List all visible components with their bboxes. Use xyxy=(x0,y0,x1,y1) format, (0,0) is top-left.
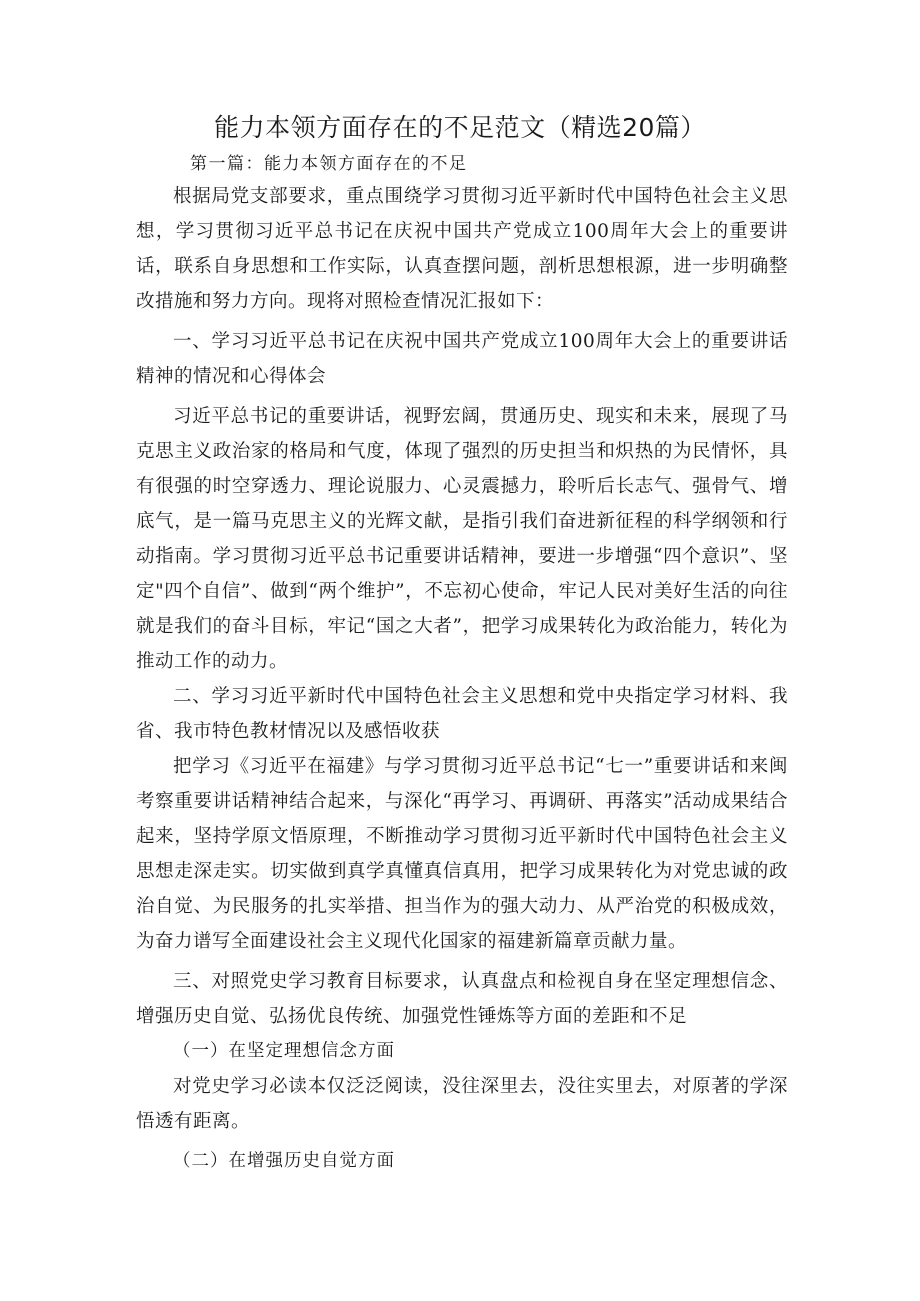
section-heading-1: 一、学习习近平总书记在庆祝中国共产党成立100周年大会上的重要讲话精神的情况和心得体会 xyxy=(136,331,788,387)
section-heading-3: 三、对照党史学习教育目标要求，认真盘点和检视自身在坚定理想信念、增强历史自觉、弘扬优良传统、加强党性锤炼等方面的差距和不足 xyxy=(136,971,788,1027)
subsection-heading-2: （二）在增强历史自觉方面 xyxy=(173,1151,395,1171)
intro-paragraph: 根据局党支部要求，重点围绕学习贯彻习近平新时代中国特色社会主义思想，学习贯彻习近平总书记在庆祝中国共产党成立100周年大会上的重要讲话，联系自身思想和工作实际，认真查摆问题，剖析思想根源，进一步明确整改措施和努力方向。现将对照检查情况汇报如下： xyxy=(136,186,788,312)
document-title: 能力本领方面存在的不足范文（精选20篇） xyxy=(214,113,706,142)
document-subtitle: 第一篇：能力本领方面存在的不足 xyxy=(190,154,468,174)
body-paragraph: 习近平总书记的重要讲话，视野宏阔，贯通历史、现实和未来，展现了马克思主义政治家的格局和气度，体现了强烈的历史担当和炽热的为民情怀，具有很强的时空穿透力、理论说服力、心灵震撼力，聆听后长志气、强骨气、增底气，是一篇马克思主义的光辉文献，是指引我们奋进新征程的科学纲领和行动指南。学习贯彻习近平总书记重要讲话精神，要进一步增强“四个意识”、坚定"四个自信”、做到“两个维护”，不忘初心使命，牢记人民对美好生活的向往就是我们的奋斗目标，牢记“国之大者”，把学习成果转化为政治能力，转化为推动工作的动力。 xyxy=(136,406,788,672)
body-paragraph: 对党史学习必读本仅泛泛阅读，没往深里去，没往实里去，对原著的学深悟透有距离。 xyxy=(136,1076,788,1132)
section-heading-2: 二、学习习近平新时代中国特色社会主义思想和党中央指定学习材料、我省、我市特色教材情况以及感悟收获 xyxy=(136,686,788,742)
subsection-heading-1: （一）在坚定理想信念方面 xyxy=(173,1041,395,1061)
body-paragraph: 把学习《习近平在福建》与学习贯彻习近平总书记“七一”重要讲话和来闽考察重要讲话精神结合起来，与深化“再学习、再调研、再落实”活动成果结合起来，坚持学原文悟原理，不断推动学习贯彻习近平新时代中国特色社会主义思想走深走实。切实做到真学真懂真信真用，把学习成果转化为对党忠诚的政治自觉、为民服务的扎实举措、担当作为的强大动力、从严治党的积极成效，为奋力谱写全面建设社会主义现代化国家的福建新篇章贡献力量。 xyxy=(136,756,788,952)
document-body xyxy=(136,179,788,1179)
